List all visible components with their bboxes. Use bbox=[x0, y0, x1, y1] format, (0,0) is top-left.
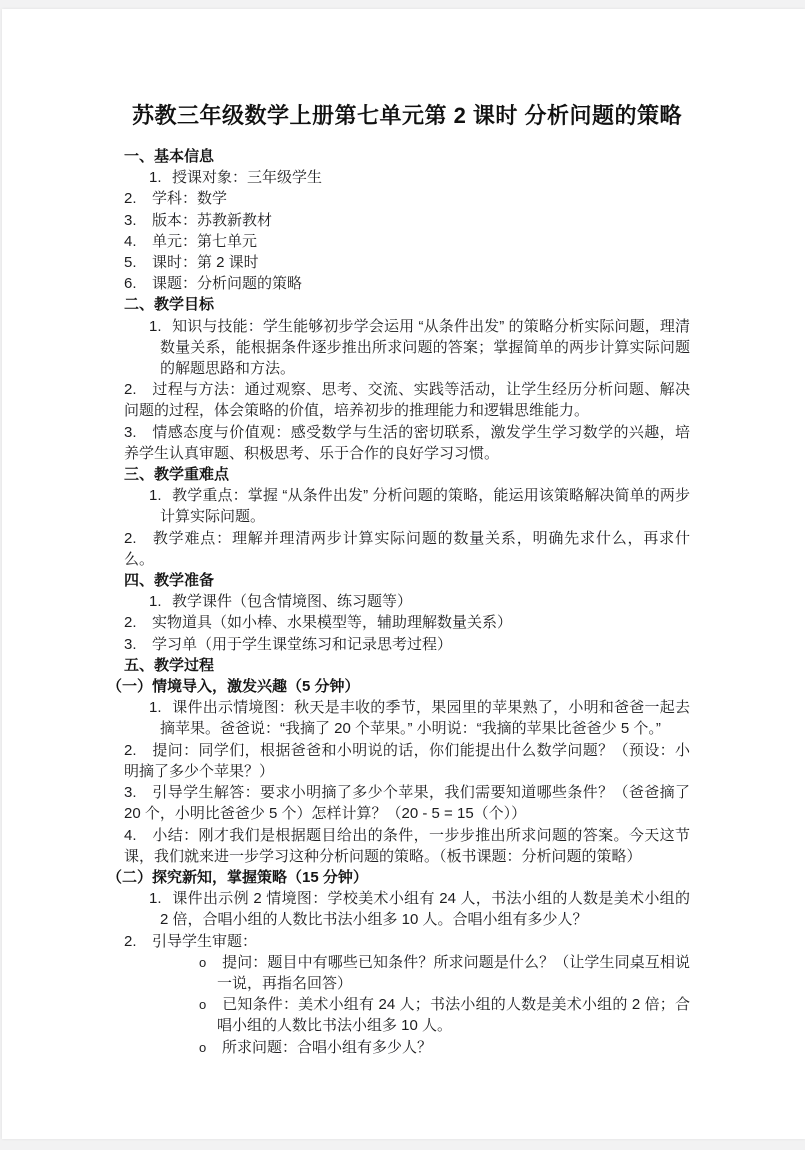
list-number: 1. bbox=[149, 890, 162, 908]
document-title: 苏教三年级数学上册第七单元第 2 课时 分析问题的策略 bbox=[131, 103, 683, 128]
list-item bbox=[124, 252, 690, 273]
list-item bbox=[124, 422, 690, 464]
list-item bbox=[124, 167, 690, 188]
list-item bbox=[124, 697, 690, 739]
list-number: 2. bbox=[124, 529, 137, 547]
list-item bbox=[124, 825, 690, 867]
list-number: 2. bbox=[124, 932, 137, 950]
list-item-text: 引导学生解答：要求小明摘了多少个苹果，我们需要知道哪些条件？（爸爸摘了 20 个，小明比爸爸少 5 个）怎样计算？（20 - 5 = 15（个）） bbox=[124, 784, 690, 823]
list-number: 4. bbox=[124, 232, 137, 250]
bullet-item-text: 所求问题：合唱小组有多少人？ bbox=[222, 1038, 433, 1056]
list-item bbox=[124, 485, 690, 527]
list-item-text: 课件出示情境图：秋天是丰收的季节，果园里的苹果熟了，小明和爸爸一起去摘苹果。爸爸说：“我摘了 20 个苹果。” 小明说：“我摘的苹果比爸爸少 5 个。” bbox=[160, 699, 690, 738]
section-heading-key-points: 三、教学重难点 bbox=[124, 466, 230, 484]
list-number: 5. bbox=[124, 254, 137, 272]
list-number: 3. bbox=[124, 635, 137, 653]
list-item bbox=[124, 612, 690, 633]
list-number: 2. bbox=[124, 614, 137, 632]
bullet-marker: o bbox=[199, 1039, 207, 1055]
list-item bbox=[124, 528, 690, 570]
list-number: 1. bbox=[149, 169, 162, 187]
section-heading-objectives: 二、教学目标 bbox=[124, 296, 215, 314]
list-item-text: 引导学生审题： bbox=[152, 932, 258, 950]
document-body bbox=[107, 146, 690, 1058]
list-number: 2. bbox=[124, 381, 137, 399]
list-number: 3. bbox=[124, 784, 137, 802]
list-item-text: 单元：第七单元 bbox=[152, 232, 258, 250]
list-item bbox=[124, 740, 690, 782]
bullet-item-text: 已知条件：美术小组有 24 人；书法小组的人数是美术小组的 2 倍；合唱小组的人数比书法小组多 10 人。 bbox=[217, 996, 690, 1035]
list-number: 1. bbox=[149, 699, 162, 717]
list-item bbox=[124, 782, 690, 824]
list-number: 1. bbox=[149, 593, 162, 611]
subsection-heading-explore: （二）探究新知，掌握策略（15 分钟） bbox=[107, 868, 368, 886]
list-number: 3. bbox=[124, 423, 137, 441]
bullet-item bbox=[124, 1037, 690, 1058]
list-item bbox=[124, 210, 690, 231]
list-item bbox=[124, 188, 690, 209]
list-item bbox=[124, 379, 690, 421]
section-heading-basic-info: 一、基本信息 bbox=[124, 148, 215, 165]
list-item bbox=[124, 273, 690, 294]
subsection-heading-intro: （一）情境导入，激发兴趣（5 分钟） bbox=[107, 678, 360, 696]
list-number: 2. bbox=[124, 190, 137, 208]
list-item-text: 学习单（用于学生课堂练习和记录思考过程） bbox=[152, 635, 453, 653]
bullet-item bbox=[124, 952, 690, 994]
list-number: 1. bbox=[149, 487, 162, 505]
list-number: 1. bbox=[149, 317, 162, 335]
list-item bbox=[124, 888, 690, 930]
list-item bbox=[124, 591, 690, 612]
list-number: 2. bbox=[124, 741, 137, 759]
list-item-text: 教学难点：理解并理清两步计算实际问题的数量关系，明确先求什么，再求什么。 bbox=[124, 529, 690, 568]
section-heading-preparation: 四、教学准备 bbox=[124, 572, 215, 590]
document-page bbox=[2, 9, 805, 1139]
list-item-text: 提问：同学们，根据爸爸和小明说的话，你们能提出什么数学问题？（预设：小明摘了多少个苹果？） bbox=[124, 741, 690, 780]
document-content bbox=[2, 101, 805, 1058]
bullet-item bbox=[124, 994, 690, 1036]
list-item-text: 过程与方法：通过观察、思考、交流、实践等活动，让学生经历分析问题、解决问题的过程，体会策略的价值，培养初步的推理能力和逻辑思维能力。 bbox=[124, 381, 690, 420]
list-item-text: 课件出示例 2 情境图：学校美术小组有 24 人，书法小组的人数是美术小组的 2 倍，合唱小组的人数比书法小组多 10 人。合唱小组有多少人？ bbox=[160, 890, 690, 929]
list-item-text: 课题：分析问题的策略 bbox=[152, 275, 303, 293]
list-item bbox=[124, 231, 690, 252]
list-item-text: 情感态度与价值观：感受数学与生活的密切联系，激发学生学习数学的兴趣，培养学生认真审题、积极思考、乐于合作的良好学习习惯。 bbox=[124, 423, 690, 462]
list-number: 4. bbox=[124, 826, 137, 844]
bullet-item-text: 提问：题目中有哪些已知条件？所求问题是什么？（让学生同桌互相说一说，再指名回答） bbox=[217, 953, 690, 992]
list-item bbox=[124, 931, 690, 952]
list-item bbox=[124, 634, 690, 655]
list-number: 6. bbox=[124, 275, 137, 293]
list-item-text: 实物道具（如小棒、水果模型等，辅助理解数量关系） bbox=[152, 614, 513, 632]
list-number: 3. bbox=[124, 211, 137, 229]
list-item-text: 课时：第 2 课时 bbox=[152, 254, 259, 272]
bullet-marker: o bbox=[199, 954, 207, 970]
list-item bbox=[124, 316, 690, 380]
section-heading-process: 五、教学过程 bbox=[124, 656, 215, 674]
list-item-text: 授课对象：三年级学生 bbox=[172, 169, 323, 187]
list-item-text: 知识与技能：学生能够初步学会运用 “从条件出发” 的策略分析实际问题，理清数量关系，能根据条件逐步推出所求问题的答案；掌握简单的两步计算实际问题的解题思路和方法。 bbox=[160, 317, 690, 378]
list-item-text: 小结：刚才我们是根据题目给出的条件，一步步推出所求问题的答案。今天这节课，我们就来进一步学习这种分析问题的策略。（板书课题：分析问题的策略） bbox=[124, 826, 690, 865]
list-item-text: 教学重点：掌握 “从条件出发” 分析问题的策略，能运用该策略解决简单的两步计算实际问题。 bbox=[160, 487, 690, 526]
list-item-text: 教学课件（包含情境图、练习题等） bbox=[172, 593, 413, 611]
list-item-text: 版本：苏教新教材 bbox=[152, 211, 273, 229]
list-item-text: 学科：数学 bbox=[152, 190, 228, 208]
bullet-marker: o bbox=[199, 997, 207, 1013]
